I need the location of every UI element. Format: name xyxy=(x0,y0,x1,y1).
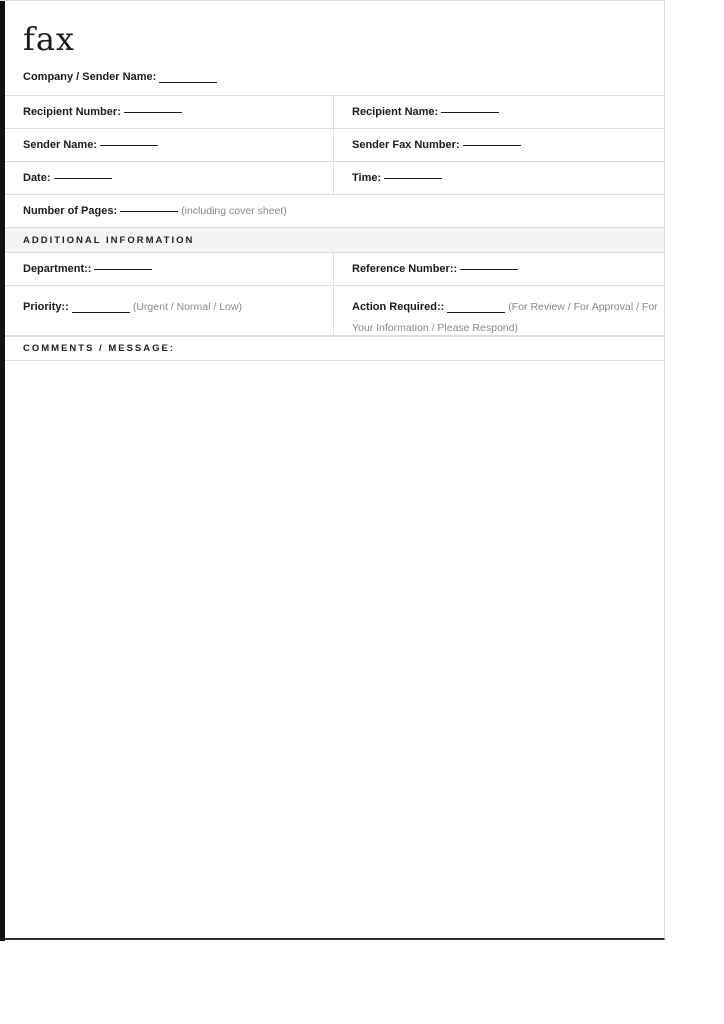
number-of-pages-field xyxy=(5,195,664,227)
fax-header xyxy=(5,1,664,96)
priority-field xyxy=(5,286,334,335)
action-required-field xyxy=(334,286,664,335)
pages-row xyxy=(5,195,664,228)
company-label: Company / Sender Name: xyxy=(23,71,157,83)
sender-name-label: Sender Name: xyxy=(23,139,97,151)
reference-number-field xyxy=(334,253,664,285)
time-field xyxy=(334,162,664,194)
recipient-number-label: Recipient Number: xyxy=(23,106,121,118)
comments-area[interactable] xyxy=(5,361,664,941)
priority-input-line[interactable] xyxy=(72,311,130,313)
time-input-line[interactable] xyxy=(384,177,442,179)
sender-row xyxy=(5,129,664,162)
action-required-text xyxy=(352,296,664,338)
department-input-line[interactable] xyxy=(94,268,152,270)
time-label: Time: xyxy=(352,172,382,184)
department-label: Department:: xyxy=(23,263,92,275)
date-label: Date: xyxy=(23,172,51,184)
recipient-number-input-line[interactable] xyxy=(124,111,182,113)
sender-fax-number-label: Sender Fax Number: xyxy=(352,139,460,151)
reference-number-label: Reference Number:: xyxy=(352,263,458,275)
fax-content xyxy=(5,1,664,938)
priority-row xyxy=(5,286,664,337)
priority-label: Priority:: xyxy=(23,301,69,313)
department-row xyxy=(5,253,664,286)
sender-name-field xyxy=(5,129,334,161)
date-field xyxy=(5,162,334,194)
action-required-input-line[interactable] xyxy=(447,311,505,313)
priority-text xyxy=(23,296,242,317)
number-of-pages-label: Number of Pages: xyxy=(23,205,118,217)
number-of-pages-input-line[interactable] xyxy=(120,210,178,212)
company-input-line[interactable] xyxy=(159,81,217,83)
recipient-number-field xyxy=(5,96,334,128)
reference-number-input-line[interactable] xyxy=(460,268,518,270)
sender-fax-number-input-line[interactable] xyxy=(463,144,521,146)
recipient-row xyxy=(5,96,664,129)
recipient-name-input-line[interactable] xyxy=(441,111,499,113)
fax-title: fax xyxy=(23,20,75,58)
sender-name-input-line[interactable] xyxy=(100,144,158,146)
department-field xyxy=(5,253,334,285)
action-required-label: Action Required:: xyxy=(352,301,445,313)
company-field xyxy=(23,67,217,85)
priority-hint: (Urgent / Normal / Low) xyxy=(132,301,242,313)
additional-info-heading: ADDITIONAL INFORMATION xyxy=(5,228,664,253)
date-input-line[interactable] xyxy=(54,177,112,179)
comments-heading: COMMENTS / MESSAGE: xyxy=(5,337,664,361)
action-required-hint: (For Review / For Approval / For Your Information / Please Respond) xyxy=(352,301,658,334)
date-time-row xyxy=(5,162,664,195)
sender-fax-number-field xyxy=(334,129,664,161)
recipient-name-field xyxy=(334,96,664,128)
recipient-name-label: Recipient Name: xyxy=(352,106,439,118)
number-of-pages-hint: (including cover sheet) xyxy=(181,205,287,217)
